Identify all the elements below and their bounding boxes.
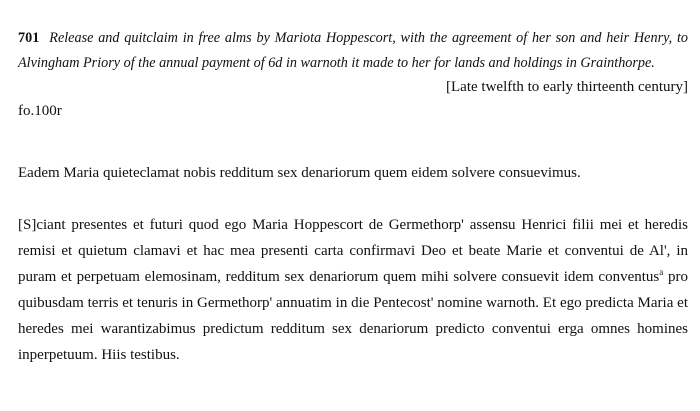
folio-reference: fo.100r [18,103,62,119]
document-page [18,26,688,368]
footnote-marker: a [659,267,664,277]
entry-summary: Release and quitclaim in free alms by Mariota Hoppescort, with the agreement of her son and heir Henry, to Alvingham Priory of the annual payment of 6d in warnoth it made to her for lands and holdings in Grainthorpe. [18,30,688,71]
entry-date: [Late twelfth to early thirteenth century] [446,79,688,95]
entry-number: 701 [18,30,40,46]
rubric-paragraph: Eadem Maria quieteclamat nobis redditum sex denariorum quem eidem solvere consuevimus. [18,165,581,181]
charter-text-part-2: pro quibusdam terris et tenuris in Germethorp' annuatim in die Pentecost' nomine warnoth. Et ego predicta Maria et heredes mei warantizabimus predictum redditum sex denariorum predicto conventui erga omnes homines inperpetuum. Hiis testibus. [18,269,688,363]
charter-paragraph [18,212,688,368]
charter-text-part-1: [S]ciant presentes et futuri quod ego Maria Hoppescort de Germethorp' assensu Henrici filii mei et heredis remisi et quietum clamavi et hac mea presenti carta confirmavi Deo et beate Marie et conventui de Al', in puram et perpetuam elemosinam, redditum sex denariorum quem mihi solvere consuevit idem conventus [18,217,688,285]
entry-heading [18,26,688,76]
